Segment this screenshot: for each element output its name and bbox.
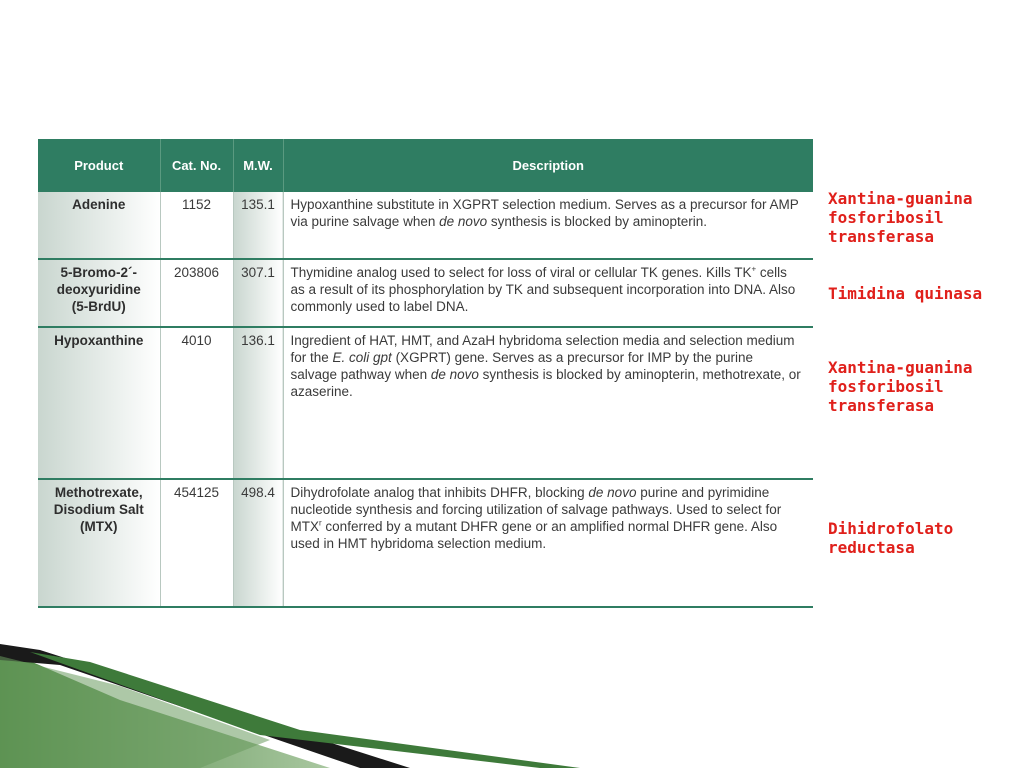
table-row [38,479,813,607]
table-row [38,327,813,479]
description-cell [283,327,813,479]
product-cell: Adenine [38,192,160,259]
table-row [38,259,813,327]
desc-italic-text: de novo [439,214,488,229]
cat-no-cell: 4010 [160,327,233,479]
header-product: Product [38,139,160,192]
product-cell [38,259,160,327]
description-cell [283,192,813,259]
reagent-table [38,139,813,608]
desc-text: Ingredient of HAT, HMT, and AzaH hybridoma selection media and selection medium for the [290,333,795,365]
product-line: (MTX) [80,519,118,534]
product-cell [38,479,160,607]
desc-text: Dihydrofolate analog that inhibits DHFR, blocking [290,485,589,500]
desc-text: purine and pyrimidine nucleotide synthesis and forcing utilization of salvage pathways. Used to select for MTX [290,485,782,534]
desc-text: (XGPRT) gene. Serves as a precursor for IMP by the purine salvage pathway when [290,350,753,382]
mw-cell: 498.4 [233,479,283,607]
table-header-row [38,139,813,192]
desc-text: cells as a result of its phosphorylation by TK and subsequent incorporation into DNA. Also commonly used to label DNA. [290,265,796,314]
enzyme-note-xgprt: Xantina-guanina fosforibosil transferasa [828,189,973,246]
desc-text: conferred by a mutant DHFR gene or an amplified normal DHFR gene. Also used in HMT hybridoma selection medium. [290,519,778,551]
cat-no-cell: 1152 [160,192,233,259]
product-line: (5-BrdU) [71,299,126,314]
desc-italic-text: de novo [588,485,637,500]
desc-text: Hypoxanthine substitute in XGPRT selection medium. Serves as a precursor for AMP via purine salvage when [290,197,799,229]
desc-superscript: r [319,518,322,528]
desc-italic-text: E. coli gpt [332,350,392,365]
desc-text: Thymidine analog used to select for loss of viral or cellular TK genes. Kills TK [290,265,752,280]
enzyme-note-dhfr: Dihidrofolato reductasa [828,519,954,557]
desc-italic-text: de novo [430,367,479,382]
description-cell [283,259,813,327]
product-line: Methotrexate, [54,485,143,500]
mw-cell: 135.1 [233,192,283,259]
product-line: Disodium Salt [53,502,144,517]
enzyme-note-xgprt-2: Xantina-guanina fosforibosil transferasa [828,358,973,415]
product-line: 5-Bromo-2´- [60,265,137,280]
header-description: Description [283,139,813,192]
mw-cell: 136.1 [233,327,283,479]
header-mw: M.W. [233,139,283,192]
mw-cell: 307.1 [233,259,283,327]
product-cell: Hypoxanthine [38,327,160,479]
enzyme-note-tk: Timidina quinasa [828,284,983,303]
desc-text: synthesis is blocked by aminopterin, methotrexate, or azaserine. [290,367,801,399]
header-cat-no: Cat. No. [160,139,233,192]
table-row [38,192,813,259]
desc-text: synthesis is blocked by aminopterin. [487,214,707,229]
cat-no-cell: 454125 [160,479,233,607]
product-line: deoxyuridine [56,282,141,297]
description-cell [283,479,813,607]
cat-no-cell: 203806 [160,259,233,327]
desc-superscript: + [751,264,757,274]
